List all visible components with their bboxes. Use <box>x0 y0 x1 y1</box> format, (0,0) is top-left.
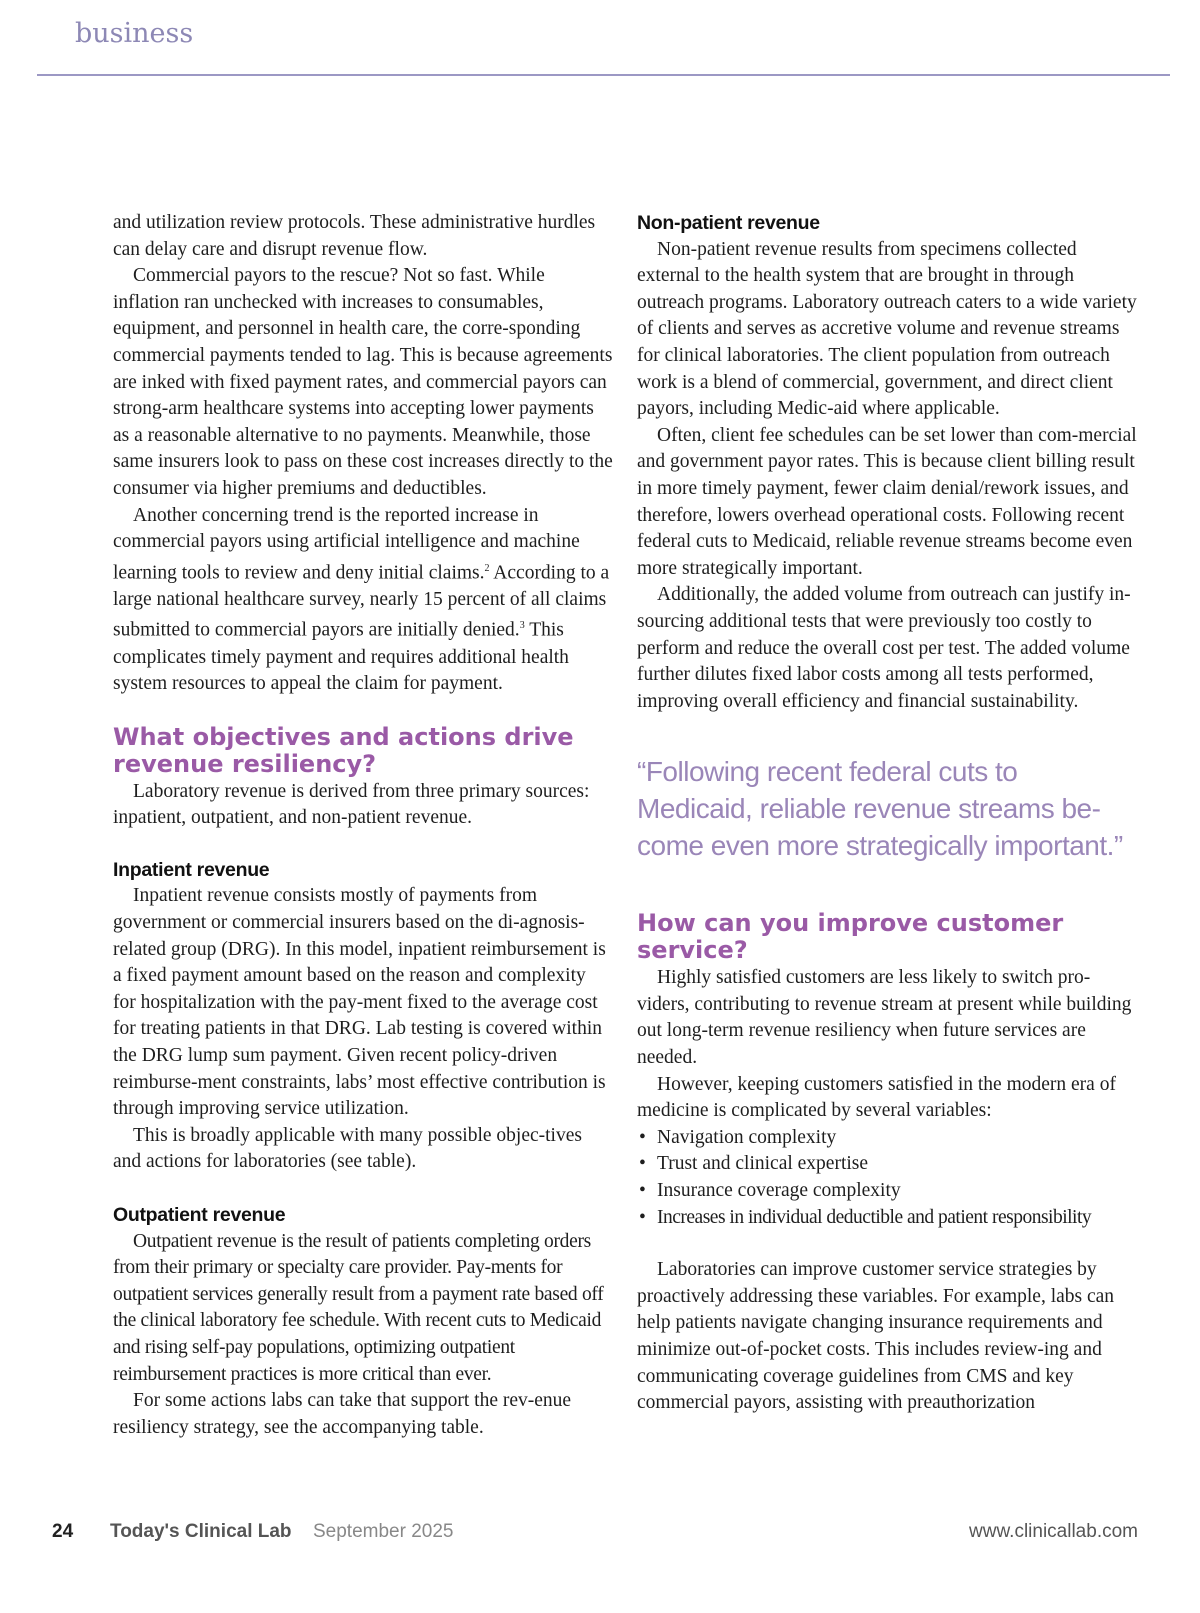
body-paragraph: and utilization review protocols. These administrative hurdles can delay care and disrupt revenue flow. <box>113 212 596 260</box>
list-item-text: Insurance coverage complexity <box>657 1180 901 1202</box>
header-divider <box>37 74 1170 76</box>
body-paragraph: Additionally, the added volume from outreach can justify in-sourcing additional tests that were previously too costly to perform and reduce the overall cost per test. The added volume further dilutes fixed labor costs among all tests performed, improving overall efficiency and financial sustainability. <box>637 584 1131 712</box>
list-item <box>637 1205 1139 1232</box>
body-paragraph: Non-patient revenue results from specimens collected external to the health system that are brought in through outreach programs. Laboratory outreach caters to a wide variety of clients and serves as accretive volume and revenue streams for clinical laboratories. The client population from outreach work is a blend of commercial, government, and direct client payors, including Medic-aid where applicable. <box>637 238 1137 420</box>
bullet-icon: • <box>639 1153 646 1175</box>
bullet-icon: • <box>639 1180 646 1202</box>
section-heading: How can you improve customer service? <box>637 909 1064 965</box>
website-link[interactable]: www.clinicallab.com <box>969 1521 1138 1542</box>
list-item-text: Trust and clinical expertise <box>657 1153 869 1175</box>
issue-date: September 2025 <box>313 1521 454 1542</box>
bullet-list <box>637 1125 1139 1231</box>
paragraph-text: This complicates timely payment and requires additional health system resources to appeal the claim for payment. <box>113 619 569 695</box>
body-paragraph: Often, client fee schedules can be set lower than com-mercial and government payor rates. This is because client billing result in more timely payment, fewer claim denial/rework issues, and therefore, lowers overhead operational costs. Following recent federal cuts to Medicaid, reliable revenue streams become even more strategically important. <box>637 424 1137 579</box>
subsection-heading: Outpatient revenue <box>113 1204 286 1226</box>
list-item <box>637 1178 1139 1205</box>
left-column <box>113 210 613 1441</box>
magazine-title: Today's Clinical Lab <box>110 1521 292 1542</box>
pull-quote: “Following recent federal cuts to Medicaid, reliable revenue streams be-come even more strategically important.” <box>637 756 1123 862</box>
paragraph-text: Another concerning trend is the reported increase in commercial payors using artificial intelligence and machine learning tools to review and deny initial claims. <box>113 504 580 584</box>
list-item-text: Increases in individual deductible and patient responsibility <box>657 1206 1092 1228</box>
footnote-ref: 3 <box>519 620 525 632</box>
right-column <box>637 210 1139 1417</box>
body-paragraph: However, keeping customers satisfied in the modern era of medicine is complicated by several variables: <box>637 1073 1116 1122</box>
body-paragraph: Laboratory revenue is derived from three primary sources: inpatient, outpatient, and non-patient revenue. <box>113 780 590 829</box>
body-paragraph: Commercial payors to the rescue? Not so fast. While inflation ran unchecked with increases to consumables, equipment, and personnel in health care, the corre-sponding commercial payments tended to lag. This is because agreements are inked with fixed payment rates, and commercial payors can strong-arm healthcare systems into accepting lower payments as a reasonable alternative to no payments. Meanwhile, those same insurers look to pass on these cost increases directly to the consumer via higher premiums and deductibles. <box>113 265 613 499</box>
body-paragraph: Highly satisfied customers are less likely to switch pro-viders, contributing to revenue stream at present while building out long-term revenue resiliency when future services are needed. <box>637 967 1132 1069</box>
body-paragraph: This is broadly applicable with many possible objec-tives and actions for laboratories (see table). <box>113 1124 582 1173</box>
page-number: 24 <box>52 1521 74 1542</box>
list-item <box>637 1151 1139 1178</box>
paragraph-text: According to a large national healthcare survey, nearly 15 percent of all claims submitted to commercial payors are initially denied. <box>113 562 610 641</box>
section-heading: What objectives and actions drive revenue resiliency? <box>113 722 574 778</box>
list-item-text: Navigation complexity <box>657 1126 837 1148</box>
subsection-heading: Non-patient revenue <box>637 212 820 234</box>
body-paragraph <box>113 503 613 698</box>
footnote-ref: 2 <box>484 562 490 574</box>
bullet-icon: • <box>639 1206 646 1228</box>
body-paragraph: For some actions labs can take that support the rev-enue resiliency strategy, see the accompanying table. <box>113 1390 572 1438</box>
section-label: business <box>75 18 194 49</box>
body-paragraph: Inpatient revenue consists mostly of payments from government or commercial insurers based on the di-agnosis-related group (DRG). In this model, inpatient reimbursement is a fixed payment amount based on the reason and complexity for hospitalization with the pay-ment fixed to the average cost for treating patients in that DRG. Lab testing is covered within the DRG lump sum payment. Given recent policy-driven reimburse-ment constraints, labs’ most effective contribution is through improving service utilization. <box>113 885 606 1120</box>
bullet-icon: • <box>639 1126 646 1148</box>
list-item <box>637 1125 1139 1152</box>
subsection-heading: Inpatient revenue <box>113 858 270 881</box>
body-paragraph: Laboratories can improve customer service strategies by proactively addressing these variables. For example, labs can help patients navigate changing insurance requirements and minimize out-of-pocket costs. This includes review-ing and communicating coverage guidelines from CMS and key commercial payors, assisting with preauthorization <box>637 1259 1115 1414</box>
body-paragraph: Outpatient revenue is the result of patients completing orders from their primary or specialty care provider. Pay-ments for outpatient services generally result from a payment rate based off the clinical laboratory fee schedule. With recent cuts to Medicaid and rising self-pay populations, optimizing outpatient reimbursement practices is more critical than ever. <box>113 1230 604 1385</box>
